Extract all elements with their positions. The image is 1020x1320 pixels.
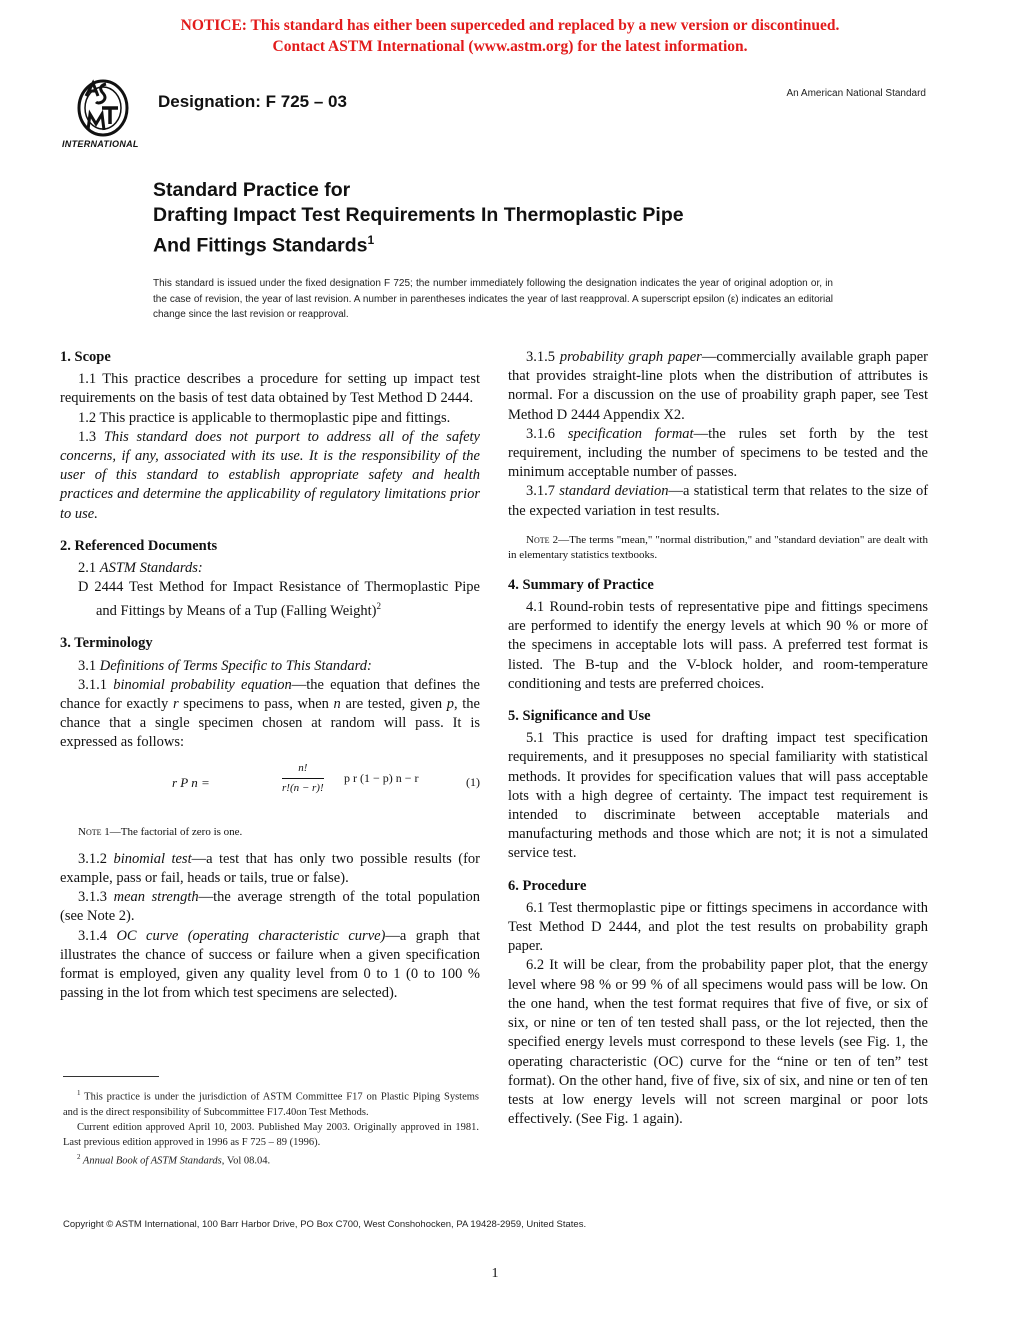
para-3-1-1-text-d: , the chance that a single specimen chosen at random will pass. It is expressed as follows: (60, 696, 480, 751)
title-line-1: Standard Practice for (153, 179, 351, 201)
notice-line-2: Contact ASTM International (www.astm.org) for the latest information. (272, 38, 748, 55)
equation-number: (1) (466, 774, 480, 789)
national-standard-label: An American National Standard (786, 88, 926, 99)
reference-d2444 (78, 578, 480, 621)
para-3-1-3-number: 3.1.3 (78, 889, 114, 906)
para-3-1-5-text: —commercially available graph paper that provides straight-line plots when the distribution of attributes is normal. For a discussion on the use of proability graph paper, see Test Method D 2444 Appendix X2. (508, 349, 928, 423)
para-3-1-1 (60, 676, 480, 753)
page-number: 1 (491, 1266, 499, 1281)
title-line-3: And Fittings Standards (153, 234, 368, 257)
equation-denominator: r!(n − r)! (282, 781, 324, 794)
para-6-2: 6.2 It will be clear, from the probability paper plot, that the energy level where 98 % or 99 % of all specimens would pass will be low. On the one hand, when the test format requires that five of five, or six of six, or nine or ten of ten tested shall pass, or the lot rejected, then the specified energy levels must correspond to these levels (see Fig. 1, the operating characteristic (OC) curve for the “nine or ten of ten” test format). On the other hand, five of five, six of six, and nine or ten of ten tests at low energy levels will not screen marginal or poor lots effectively. (See Fig. 1 again). (508, 957, 928, 1128)
section-4-heading: 4. Summary of Practice (508, 576, 654, 593)
note-1-text: —The factorial of zero is one. (109, 825, 243, 838)
notice-line-1: NOTICE: This standard has either been superceded and replaced by a new version or discontinued. (180, 17, 840, 34)
para-3-1-7-number: 3.1.7 (526, 483, 560, 500)
footnote-2-text: Annual Book of ASTM Standards (80, 1155, 222, 1166)
para-3-1-3 (60, 888, 480, 926)
para-2-1-number: 2.1 (78, 560, 100, 577)
reference-footnote-mark: 2 (376, 601, 382, 612)
para-3-1-2-number: 3.1.2 (78, 850, 114, 867)
para-3-1-1-text-a: —the equation that defines the chance for exactly (60, 676, 480, 713)
footnote-1-text: This practice is under the jurisdiction of ASTM Committee F17 on Plastic Piping Systems and is the direct responsibility of Subcommittee F17.40on Test Methods. (63, 1091, 479, 1118)
designation: Designation: F 725 – 03 (158, 92, 347, 111)
para-3-1-6 (508, 425, 928, 483)
var-p: p (446, 696, 454, 713)
para-3-1-2-text: —a test that has only two possible results (for example, pass or fail, heads or tails, true or false). (60, 850, 481, 886)
issued-note: This standard is issued under the fixed designation F 725; the number immediately following the designation indicates the year of original adoption or, in the case of revision, the year of last revision. A number in parentheses indicates the year of last reapproval. A superscript epsilon (ε) indicates an editorial change since the last revision or reapproval. (153, 278, 833, 320)
reference-d2444-text: D 2444 Test Method for Impact Resistance of Thermoplastic Pipe and Fittings by Means of a Tup (Falling Weight) (78, 579, 480, 620)
para-3-1-4 (60, 927, 480, 1004)
footnote-1-mark: 1 (77, 1089, 81, 1097)
para-3-1-7-text: —a statistical term that relates to the size of the expected variation in test results. (508, 483, 929, 519)
footnotes (63, 1086, 479, 1168)
term-binomial-probability-equation: binomial probability equation (113, 676, 292, 693)
equation-fraction (282, 759, 324, 798)
footnote-1b: Current edition approved April 10, 2003. Published May 2003. Originally approved in 1981. Last previous edition approved in 1996 as F 725 – 89 (1996). (63, 1121, 479, 1148)
para-3-1-6-number: 3.1.6 (526, 425, 568, 442)
section-2-heading: 2. Referenced Documents (60, 537, 218, 554)
footnote-2-volume: , Vol 08.04. (221, 1155, 271, 1166)
para-3-1-1-text-c: are tested, given (340, 696, 447, 713)
para-3-1-3-text: —the average strength of the total population (see Note 2). (60, 889, 480, 925)
astm-logo (62, 78, 144, 152)
para-3-1-4-number: 3.1.4 (78, 927, 117, 944)
note-1 (60, 825, 480, 840)
para-1-2: 1.2 This practice is applicable to thermoplastic pipe and fittings. (78, 409, 451, 426)
para-3-1-7 (508, 482, 928, 520)
para-1-3-number: 1.3 (78, 428, 104, 445)
var-n: n (333, 696, 341, 713)
note-2 (508, 533, 928, 563)
equation-1 (60, 757, 480, 813)
footnote-2 (63, 1150, 479, 1169)
section-3-heading: 3. Terminology (60, 635, 153, 652)
section-6-heading: 6. Procedure (508, 877, 587, 894)
term-standard-deviation: standard deviation (559, 483, 669, 500)
para-3-1-text: Definitions of Terms Specific to This Standard: (99, 657, 372, 674)
para-3-1 (60, 657, 480, 676)
para-3-1-6-text: —the rules set forth by the test requirement, including the number of specimens to be tested and the minimum acceptable number of passes. (508, 425, 929, 481)
term-binomial-test: binomial test (113, 850, 192, 867)
para-3-1-5-number: 3.1.5 (526, 349, 560, 365)
para-5-1: 5.1 This practice is used for drafting impact test specification requirements, and it presupposes no special familiarity with statistical methods. It provides for specification values that will pass acceptable lots with a high degree of certainty. The impact test requirement is intended to discriminate between acceptable materials and manufacturing methods and those which are not; it is not a simulated service test. (508, 730, 928, 862)
para-3-1-1-text-b: specimens to pass, when (178, 696, 334, 713)
para-2-1-text: ASTM Standards: (99, 560, 203, 577)
logo-text: INTERNATIONAL (62, 139, 139, 149)
equation-rest: p r (1 − p) n − r (344, 770, 419, 785)
para-3-1-number: 3.1 (78, 657, 100, 674)
term-oc-curve: OC curve (operating characteristic curve) (116, 927, 386, 944)
footnote-2-mark: 2 (77, 1152, 81, 1161)
term-probability-graph-paper: probability graph paper (559, 349, 702, 365)
para-1-3-text: This standard does not purport to address all of the safety concerns, if any, associated with its use. It is the responsibility of the user of this standard to establish appropriate safety and health practices and determine the applicability of regulatory limitations prior to use. (60, 428, 480, 522)
term-specification-format: specification format (567, 425, 694, 442)
title-footnote-mark: 1 (367, 233, 375, 247)
footnote-1 (63, 1086, 479, 1120)
section-5-heading: 5. Significance and Use (508, 708, 651, 725)
para-1-1: 1.1 This practice describes a procedure for setting up impact test requirements on the basis of test data obtained by Test Method D 2444. (60, 371, 480, 407)
term-mean-strength: mean strength (113, 889, 199, 906)
right-column (508, 348, 928, 1129)
note-1-label: Note 1 (78, 825, 110, 838)
page-title (153, 178, 684, 259)
para-3-1-4-text: —a graph that illustrates the chance of success or failure when a given specification format is employed, given any quality level from 0 to 1 (0 to 100 % passing in the lot from which test specimens are selected). (60, 927, 480, 1002)
para-3-1-2 (60, 850, 480, 888)
equation-lhs: r P n = (172, 774, 210, 790)
footnote-divider (63, 1076, 159, 1077)
note-2-text: —The terms "mean," "normal distribution," and "standard deviation" are dealt with in elementary statistics textbooks. (508, 533, 928, 561)
equation-numerator: n! (282, 759, 324, 779)
para-3-1-5 (508, 348, 928, 425)
note-2-label: Note 2 (526, 533, 559, 546)
left-column (60, 348, 480, 1003)
section-1-heading: 1. Scope (60, 349, 111, 365)
para-4-1: 4.1 Round-robin tests of representative pipe and fittings specimens are performed to identify the energy levels at which 90 % or more of the specimens in acceptable lots will pass. A preferred test format is listed. The B-tup and the V-block holder, and room-temperature conditioning and tests are preferred choices. (508, 599, 928, 692)
title-line-2: Drafting Impact Test Requirements In Thermoplastic Pipe (153, 204, 684, 226)
copyright: Copyright © ASTM International, 100 Barr Harbor Drive, PO Box C700, West Conshohocken, PA 19428-2959, United States. (63, 1219, 587, 1230)
para-1-3 (60, 428, 480, 524)
para-2-1 (60, 559, 480, 578)
var-r: r (172, 696, 179, 713)
para-3-1-1-number: 3.1.1 (78, 676, 114, 693)
para-6-1: 6.1 Test thermoplastic pipe or fittings specimens in accordance with Test Method D 2444, and plot the test results on probability graph paper. (508, 899, 928, 955)
